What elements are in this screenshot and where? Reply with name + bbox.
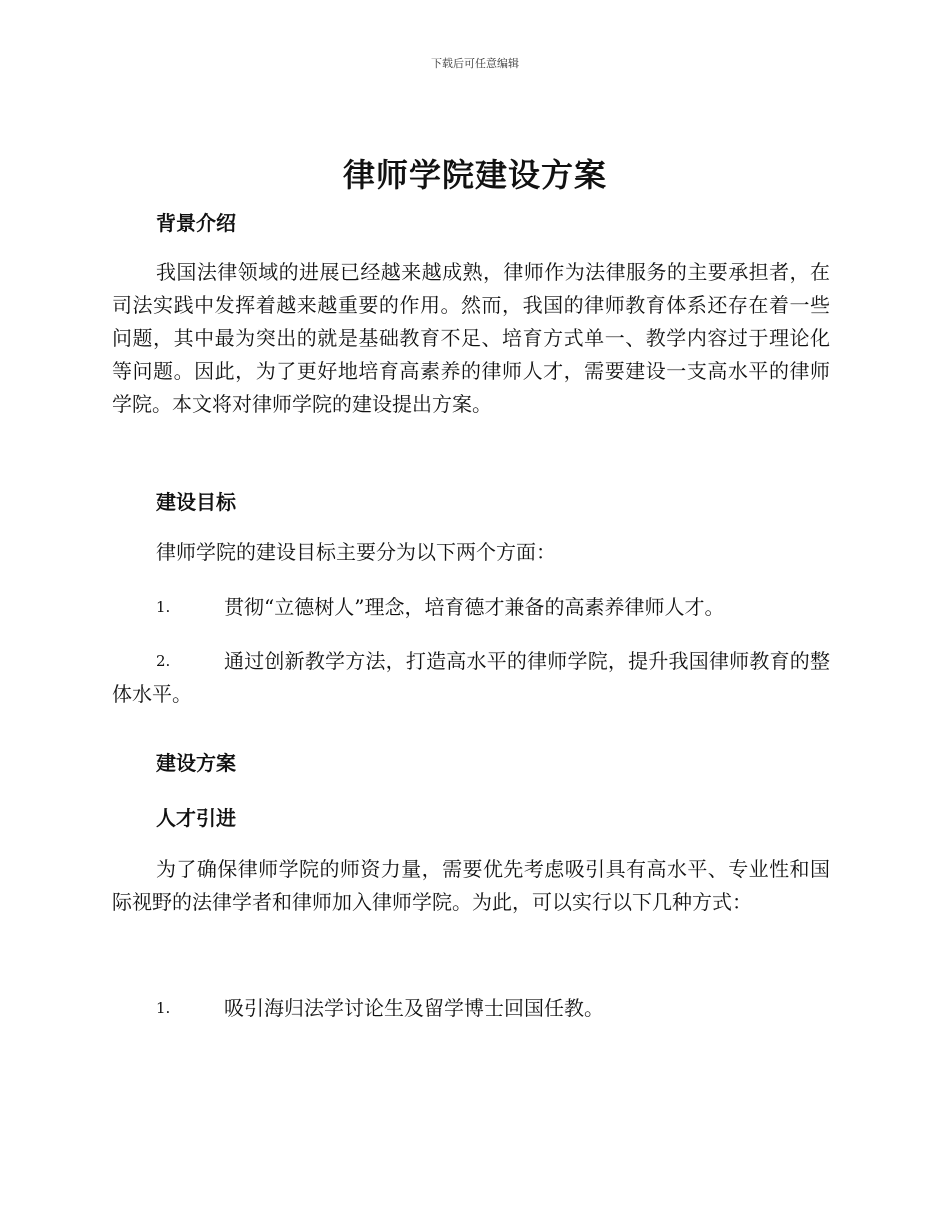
header-note: 下载后可任意编辑 xyxy=(431,57,519,70)
list-text: 贯彻“立德树人”理念，培育德才兼备的高素养律师人才。 xyxy=(224,595,725,619)
list-number: 1. xyxy=(156,598,171,616)
heading-talent: 人才引进 xyxy=(156,806,236,830)
page-title: 律师学院建设方案 xyxy=(342,156,607,194)
list-text: 吸引海归法学讨论生及留学博士回国任教。 xyxy=(224,996,604,1020)
paragraph-talent: 为了确保律师学院的师资力量，需要优先考虑吸引具有高水平、专业性和国际视野的法律学者和律师加入律师学院。为此，可以实行以下几种方式： xyxy=(112,857,830,914)
list-item xyxy=(112,645,830,711)
list-item xyxy=(112,591,830,624)
heading-background: 背景介绍 xyxy=(156,211,236,235)
list-text: 通过创新教学方法，打造高水平的律师学院，提升我国律师教育的整体水平。 xyxy=(112,649,830,706)
heading-plan: 建设方案 xyxy=(156,751,236,775)
paragraph-goals-intro: 律师学院的建设目标主要分为以下两个方面： xyxy=(156,540,556,564)
list-item xyxy=(112,992,830,1025)
list-number: 2. xyxy=(156,652,171,670)
list-number: 1. xyxy=(156,999,171,1017)
paragraph-background: 我国法律领域的进展已经越来越成熟，律师作为法律服务的主要承担者，在司法实践中发挥着越来越重要的作用。然而，我国的律师教育体系还存在着一些问题，其中最为突出的就是基础教育不足、培育方式单一、教学内容过于理论化等问题。因此，为了更好地培育高素养的律师人才，需要建设一支高水平的律师学院。本文将对律师学院的建设提出方案。 xyxy=(112,260,830,416)
heading-goals: 建设目标 xyxy=(156,490,236,514)
